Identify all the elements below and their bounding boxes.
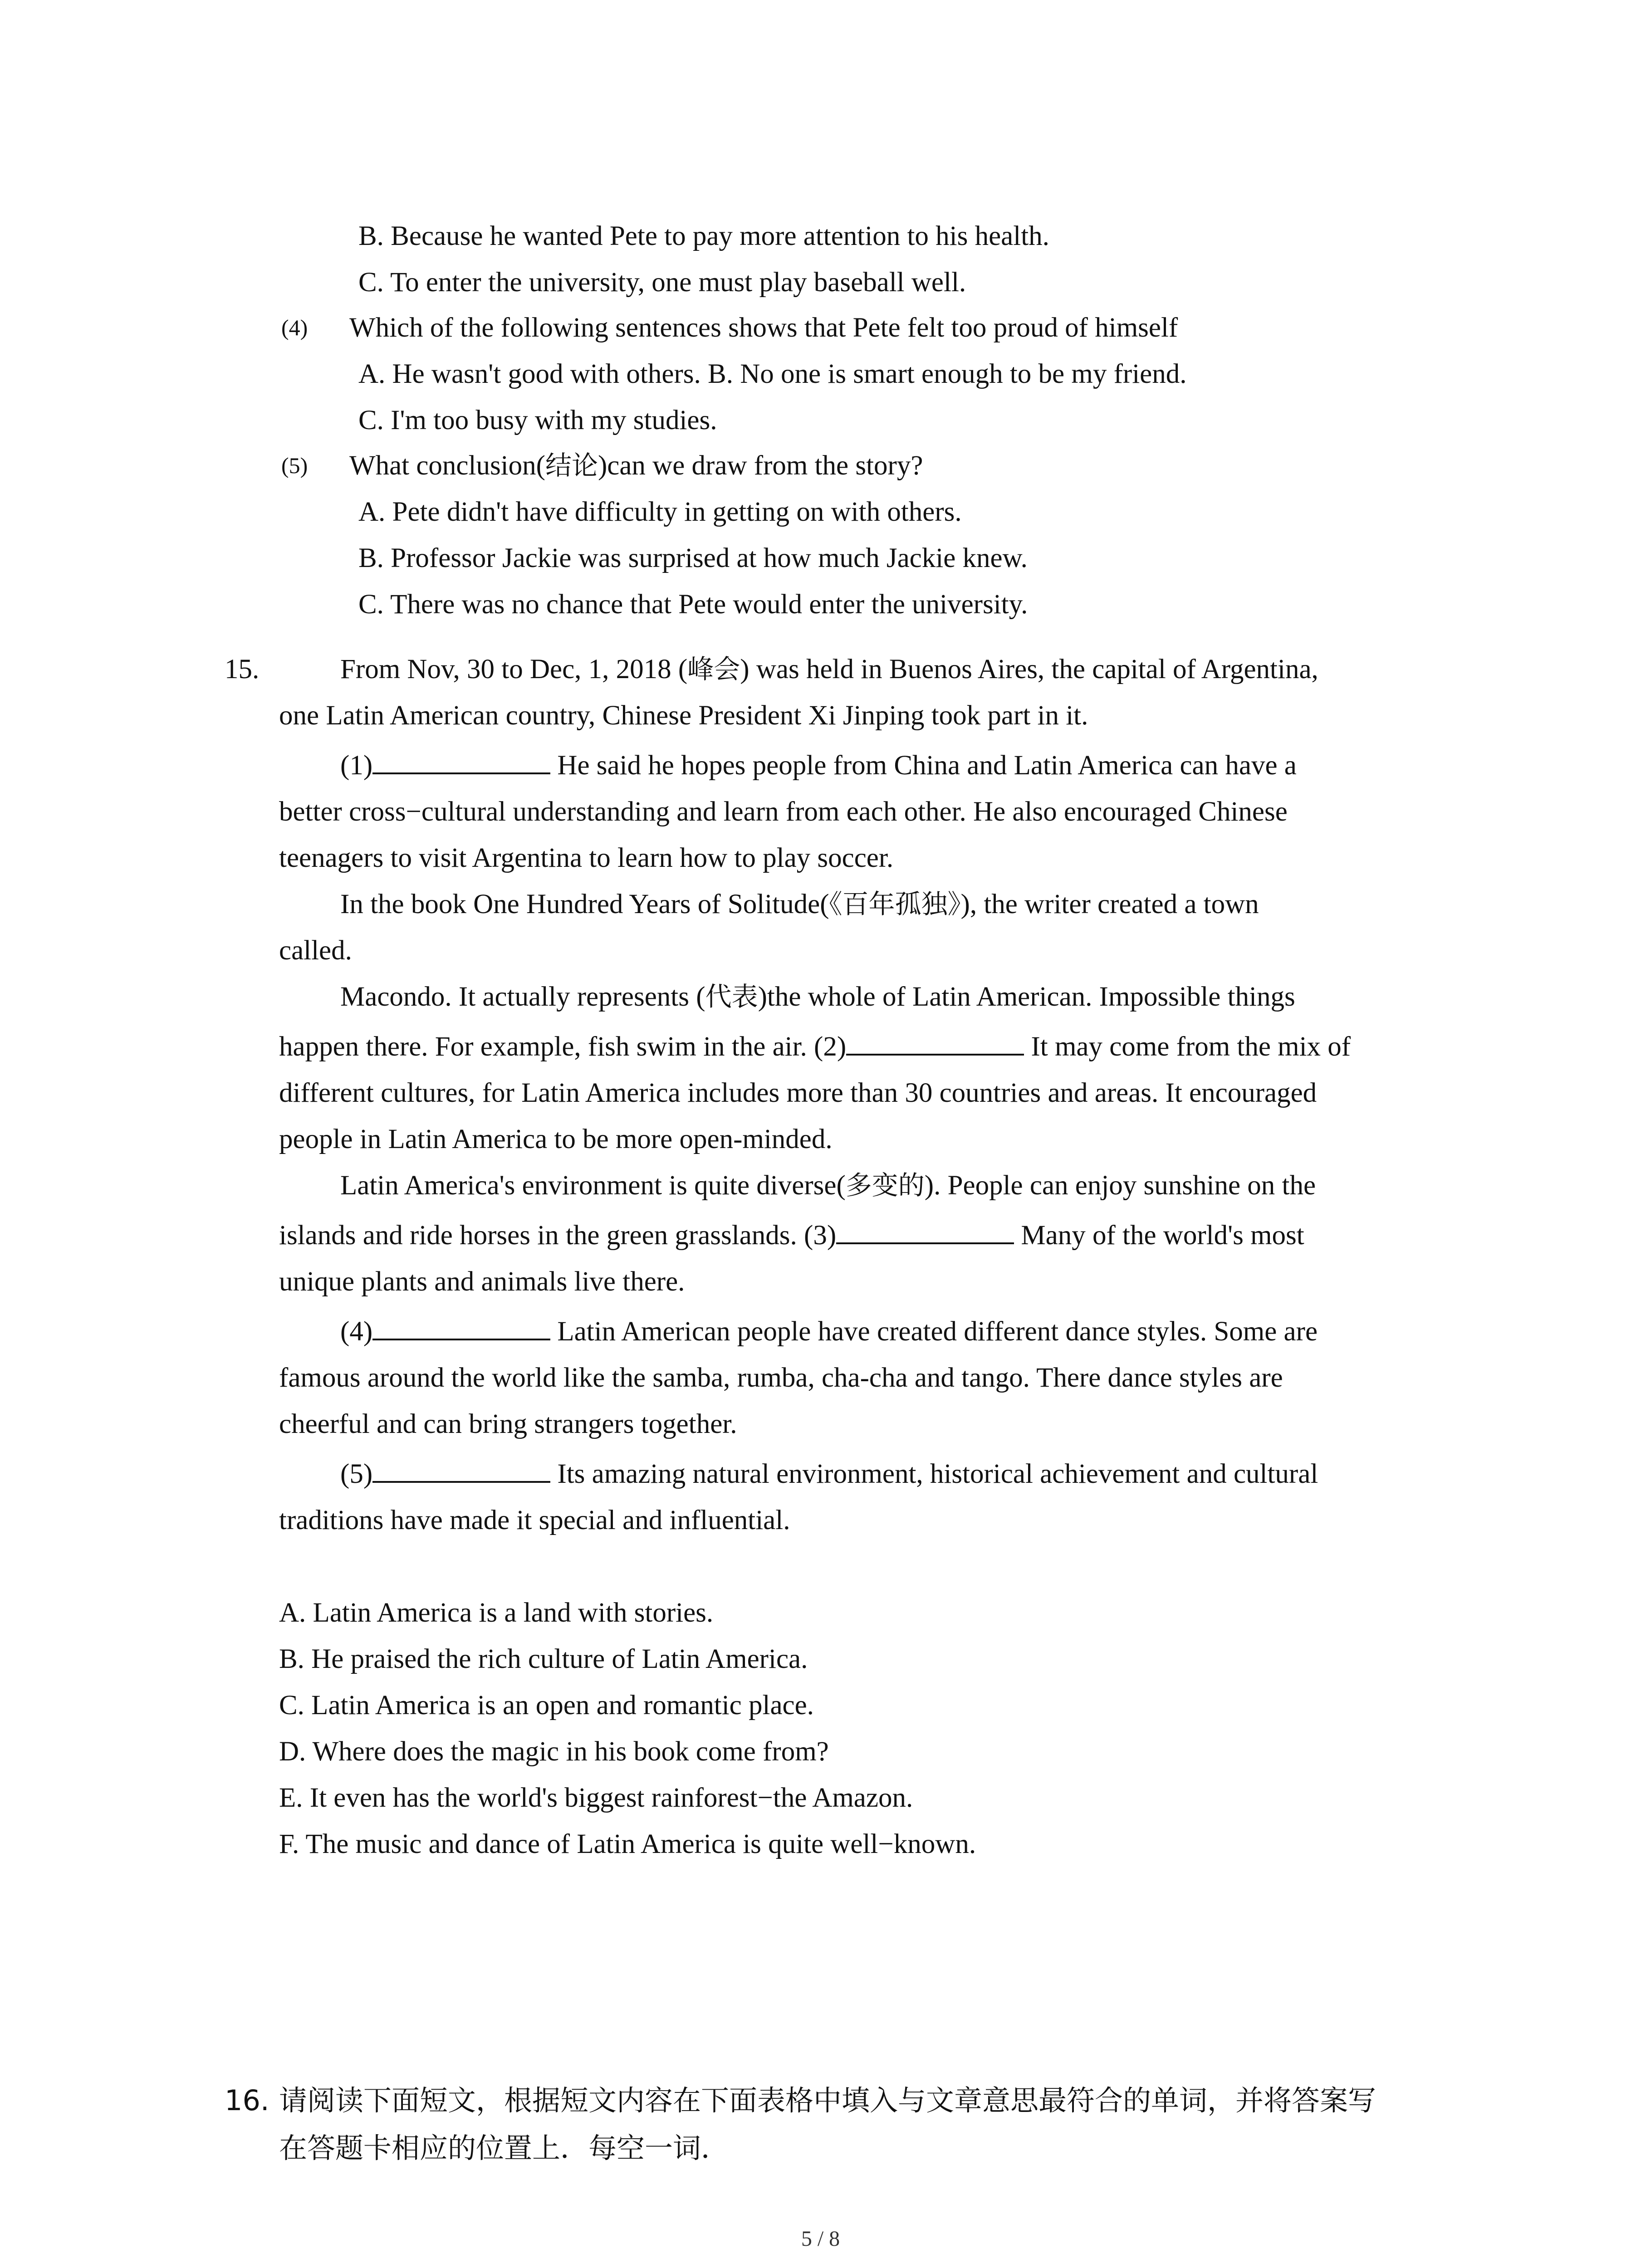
q15-p3-line3: different cultures, for Latin America includes more than 30 countries and areas. It encouraged [279,1078,1317,1108]
q15-p1-line3: teenagers to visit Argentina to learn how to play soccer. [279,843,894,873]
q4-stem: Which of the following sentences shows that Pete felt too proud of himself [349,313,1178,343]
q15-option-e: E. It even has the world's biggest rainforest−the Amazon. [279,1783,913,1813]
q5-option-a: A. Pete didn't have difficulty in getting on with others. [358,497,962,527]
q15-p4-part: Latin America's environment is quite diverse( [340,1170,846,1201]
q15-option-f: F. The music and dance of Latin America is quite well−known. [279,1829,976,1859]
q15-p6-text: Its amazing natural environment, historical achievement and cultural [550,1459,1318,1489]
q5-option-c: C. There was no chance that Pete would enter the university. [358,589,1028,620]
blank-number-1: (1) [340,750,373,781]
q15-p1-text: He said he hopes people from China and Latin America can have a [550,750,1297,781]
blank-number-4: (4) [340,1316,373,1347]
q15-p4-part: ). People can enjoy sunshine on the [924,1170,1316,1201]
answer-blank-4[interactable] [372,1311,550,1340]
q3-option-c: C. To enter the university, one must play baseball well. [358,267,966,298]
q16-instruction-line2: 在答题卡相应的位置上．每空一词． [279,2131,730,2165]
q5-option-b: B. Professor Jackie was surprised at how much Jackie knew. [358,543,1028,573]
q15-p3-line2 [279,1024,1351,1070]
q15-p1-line2: better cross−cultural understanding and learn from each other. He also encouraged Chinese [279,797,1288,827]
q15-intro-part: ) was held in Buenos Aires, the capital of Argentina, [740,654,1318,684]
q15-p3-cjk: 代表 [705,981,758,1012]
q15-option-b: B. He praised the rich culture of Latin America. [279,1644,808,1674]
q15-intro-cjk: 峰会 [687,654,740,684]
q15-p4-line1 [340,1163,1316,1208]
answer-blank-1[interactable] [372,745,550,774]
q15-option-a: A. Latin America is a land with stories. [279,1598,714,1628]
q15-option-c: C. Latin America is an open and romantic place. [279,1690,814,1721]
q15-p3-line1 [340,974,1295,1020]
q15-p2-cjk: 《百年孤独》 [829,889,961,919]
blank-number-5: (5) [340,1459,373,1489]
q15-p6-line2: traditions have made it special and influential. [279,1505,790,1535]
q15-p3-part: )the whole of Latin American. Impossible things [758,982,1295,1012]
q15-p6-line1 [340,1451,1318,1497]
q15-p4-line3: unique plants and animals live there. [279,1266,685,1297]
q4-options-line2: C. I'm too busy with my studies. [358,405,717,435]
q4-number: (4) [281,315,308,340]
q15-p2-part: ), the writer created a town [960,889,1259,919]
q5-stem-part: )can we draw from the story? [598,450,923,481]
q15-p3-part: Macondo. It actually represents ( [340,982,705,1012]
q15-p4-part: Many of the world's most [1014,1220,1304,1251]
q15-p5-line1 [340,1309,1318,1354]
q15-p3-part: happen there. For example, fish swim in the air. (2) [279,1031,847,1062]
q15-number: 15. [225,654,260,684]
q15-p2-line2: called. [279,935,352,966]
q16-number: 16. [225,2084,269,2117]
q15-intro-line1 [340,646,1318,692]
q3-option-b: B. Because he wanted Pete to pay more attention to his health. [358,221,1049,251]
q5-stem-cjk: 结论 [545,450,598,481]
q15-p2-line1 [340,881,1259,927]
q5-number: (5) [281,453,308,478]
q15-p3-line4: people in Latin America to be more open-minded. [279,1124,833,1154]
q15-p5-line2: famous around the world like the samba, rumba, cha-cha and tango. There dance styles are [279,1363,1283,1393]
answer-blank-2[interactable] [846,1026,1024,1056]
answer-blank-5[interactable] [372,1454,550,1483]
q15-p4-part: islands and ride horses in the green grasslands. (3) [279,1220,837,1251]
q15-p5-text: Latin American people have created different dance styles. Some are [550,1316,1318,1347]
q5-stem-part: What conclusion( [349,450,545,481]
q15-p1-line1 [340,743,1297,788]
q15-p4-line2 [279,1212,1304,1258]
page-number: 5 / 8 [801,2227,840,2251]
q15-option-d: D. Where does the magic in his book come from? [279,1736,829,1767]
q4-options-line1: A. He wasn't good with others. B. No one is smart enough to be my friend. [358,359,1187,389]
q15-p2-part: In the book One Hundred Years of Solitude( [340,889,829,919]
q15-p3-part: It may come from the mix of [1024,1031,1351,1062]
q16-instruction-line1: 请阅读下面短文，根据短文内容在下面表格中填入与文章意思最符合的单词，并将答案写 [279,2084,1376,2117]
q15-intro-line2: one Latin American country, Chinese President Xi Jinping took part in it. [279,700,1088,731]
q5-stem [349,443,923,489]
q15-p5-line3: cheerful and can bring strangers together. [279,1409,737,1439]
q15-intro-part: From Nov, 30 to Dec, 1, 2018 ( [340,654,688,684]
answer-blank-3[interactable] [836,1215,1014,1244]
q15-p4-cjk: 多变的 [845,1170,925,1201]
